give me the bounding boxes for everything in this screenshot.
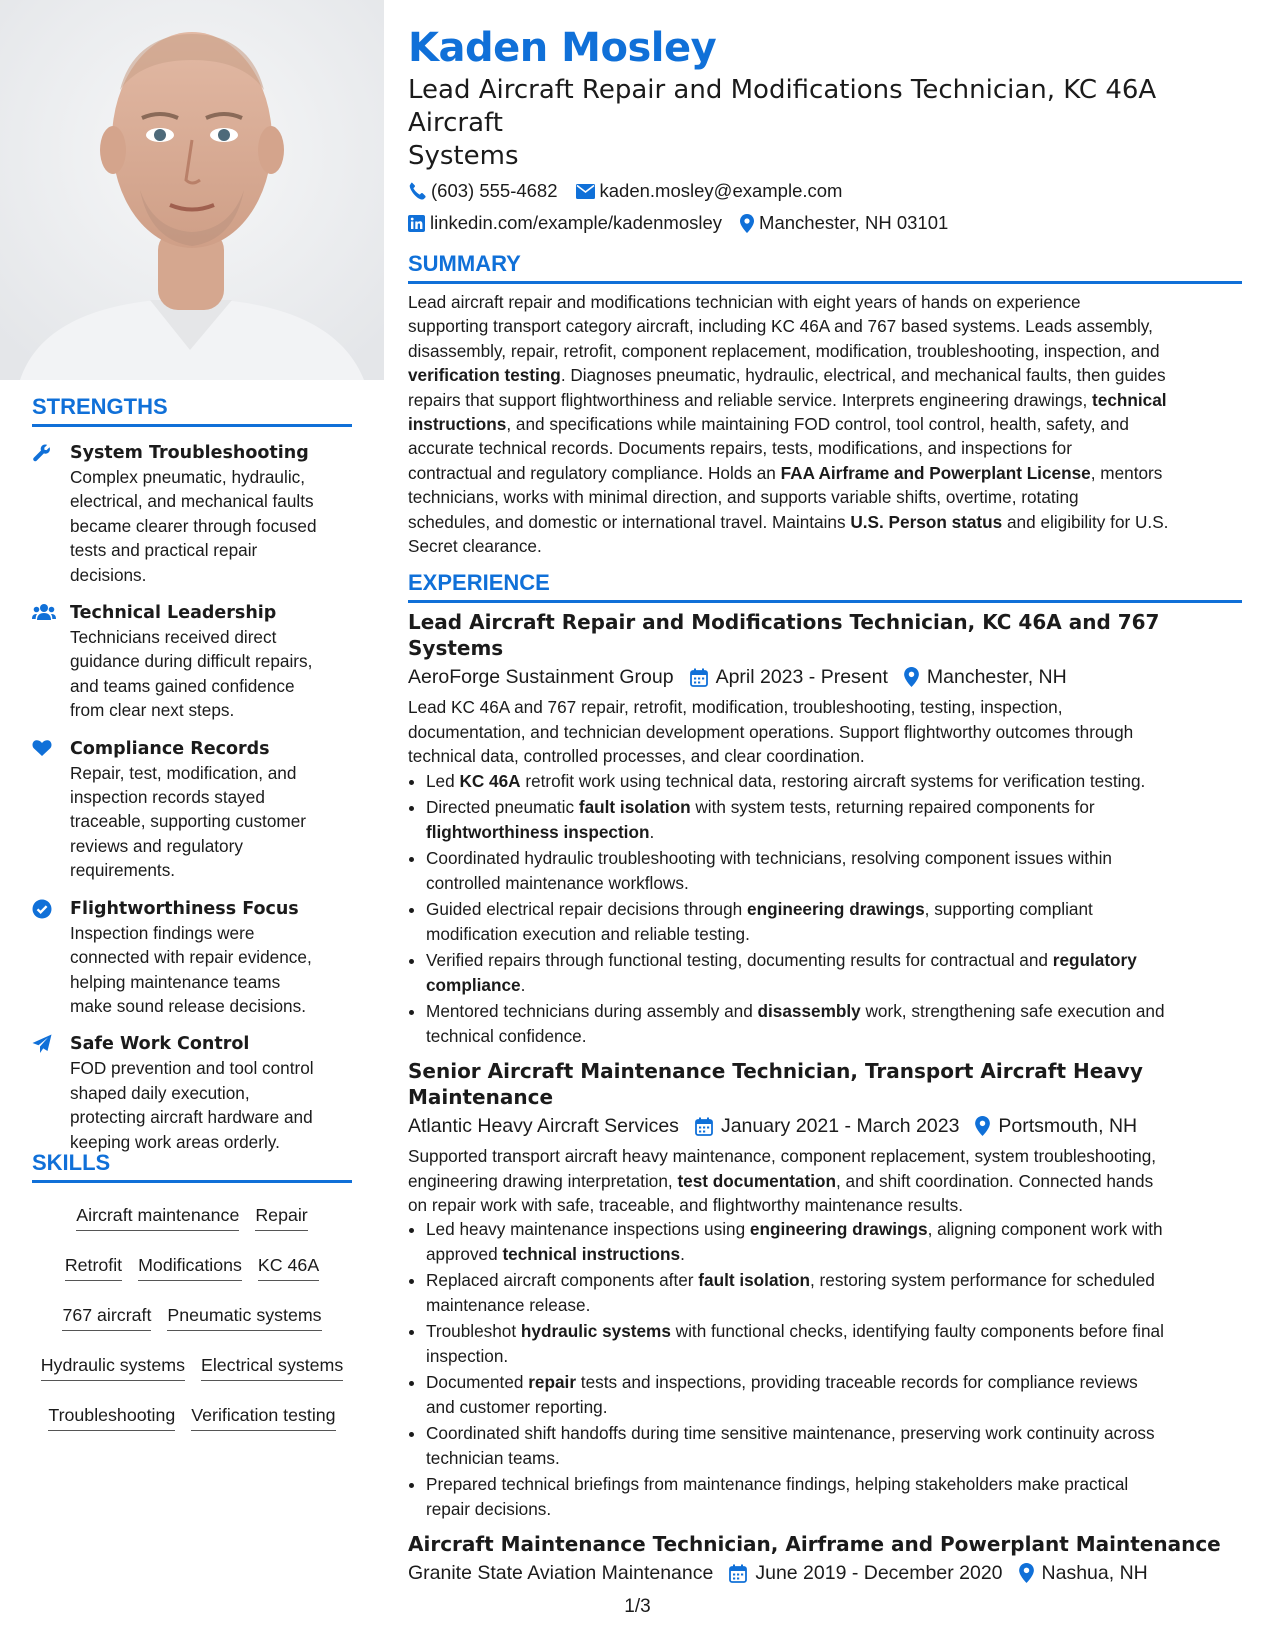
bold-text: test documentation bbox=[677, 1170, 836, 1191]
text-run: contractual and regulatory compliance. Holds an bbox=[408, 462, 781, 483]
phone-contact[interactable] bbox=[408, 175, 558, 207]
linkedin-icon bbox=[408, 215, 425, 232]
text-run: and customer reporting. bbox=[426, 1396, 608, 1417]
skills-divider bbox=[32, 1180, 352, 1183]
text-run: . bbox=[520, 974, 526, 995]
skill-tag: Aircraft maintenance bbox=[76, 1203, 239, 1231]
job-bullets bbox=[408, 769, 1242, 1048]
text-run: Replaced aircraft components after bbox=[426, 1270, 699, 1291]
text-run: Led heavy maintenance inspections using bbox=[426, 1219, 750, 1240]
strength-description: Technicians received direct guidance during difficult repairs, and teams gained confidence from clear next steps. bbox=[70, 627, 313, 721]
main-content bbox=[408, 22, 1242, 1589]
sidebar bbox=[0, 0, 384, 1650]
envelope-icon bbox=[576, 184, 595, 199]
bullet-item bbox=[426, 1421, 1242, 1470]
bullet-item bbox=[426, 897, 1242, 946]
skill-tag: Hydraulic systems bbox=[41, 1353, 185, 1381]
strength-item-troubleshooting bbox=[32, 441, 352, 587]
summary-line bbox=[408, 339, 1242, 363]
page-number: 1/3 bbox=[624, 1596, 651, 1617]
job-location: Manchester, NH bbox=[904, 661, 1067, 693]
summary-section bbox=[408, 249, 1242, 558]
bold-text: verification testing bbox=[408, 365, 561, 386]
skill-tag: Electrical systems bbox=[201, 1353, 343, 1381]
text-run: schedules, and domestic or international travel. Maintains bbox=[408, 511, 851, 532]
text-run: repair decisions. bbox=[426, 1498, 552, 1519]
bold-text: fault isolation bbox=[698, 1270, 810, 1291]
location-text: Manchester, NH 03101 bbox=[759, 212, 949, 233]
bold-text: disassembly bbox=[757, 1001, 861, 1022]
company-name: Atlantic Heavy Aircraft Services bbox=[408, 1115, 679, 1138]
skill-tag: Pneumatic systems bbox=[167, 1303, 321, 1331]
job-title: Senior Aircraft Maintenance Technician, Transport Aircraft Heavy Maintenance bbox=[408, 1059, 1143, 1110]
bold-text: instructions bbox=[408, 414, 507, 435]
wrench-icon bbox=[32, 441, 70, 587]
bold-text: hydraulic systems bbox=[520, 1321, 671, 1342]
headline-title: Lead Aircraft Repair and Modifications Technician, KC 46A Aircraft Systems bbox=[408, 75, 1157, 171]
skill-tag: Repair bbox=[255, 1203, 307, 1231]
job-description bbox=[408, 1144, 1242, 1217]
bullet-item bbox=[426, 846, 1242, 895]
text-run: documentation, and technician development operations. Support flightworthy outcomes through bbox=[408, 721, 1134, 742]
text-run: Coordinated hydraulic troubleshooting with technicians, resolving component issues within bbox=[426, 848, 1112, 869]
bold-text: fault isolation bbox=[578, 797, 691, 818]
location-contact bbox=[740, 207, 948, 239]
text-run: inspection. bbox=[426, 1345, 509, 1366]
text-run: engineering drawing interpretation, bbox=[408, 1170, 678, 1191]
bullet-item bbox=[426, 769, 1242, 793]
text-run: technicians, works with minimal direction, and supports variable shifts, overtime, rotating bbox=[408, 487, 1079, 508]
jobs-list bbox=[408, 609, 1242, 1589]
job-entry bbox=[408, 1531, 1242, 1589]
summary-line bbox=[408, 510, 1242, 534]
check-circle-icon bbox=[32, 897, 70, 1019]
summary-text bbox=[408, 290, 1242, 558]
strength-title: Compliance Records bbox=[70, 738, 270, 759]
skill-tag: 767 aircraft bbox=[62, 1303, 151, 1331]
text-run: Documented bbox=[426, 1372, 529, 1393]
text-run: retrofit work using technical data, restoring aircraft systems for verification testing. bbox=[520, 770, 1146, 791]
job-title: Aircraft Maintenance Technician, Airframe and Powerplant Maintenance bbox=[408, 1532, 1221, 1557]
bullet-item bbox=[426, 1319, 1242, 1368]
text-run: and eligibility for U.S. bbox=[1002, 511, 1169, 532]
strength-description: Repair, test, modification, and inspection records stayed traceable, supporting customer reviews and regulatory requirements. bbox=[70, 762, 306, 881]
strengths-title: STRENGTHS bbox=[32, 394, 168, 419]
bold-text: repair bbox=[528, 1372, 577, 1393]
phone-icon bbox=[408, 182, 426, 200]
map-pin-icon bbox=[1019, 1563, 1034, 1583]
text-run: maintenance release. bbox=[426, 1294, 591, 1315]
job-dates: January 2021 - March 2023 bbox=[695, 1110, 959, 1142]
text-run: , mentors bbox=[1090, 462, 1163, 483]
strengths-section bbox=[32, 392, 352, 1154]
strength-item-safe-work bbox=[32, 1032, 352, 1154]
bullet-item bbox=[426, 1472, 1242, 1521]
text-run: controlled maintenance workflows. bbox=[426, 872, 689, 893]
bold-text: engineering drawings bbox=[749, 1219, 928, 1240]
summary-line bbox=[408, 388, 1242, 412]
text-run: Verified repairs through functional testing, documenting results for contractual and bbox=[426, 950, 1053, 971]
text-run: with system tests, returning repaired components for bbox=[690, 797, 1095, 818]
text-run: Secret clearance. bbox=[408, 536, 542, 557]
company-name: Granite State Aviation Maintenance bbox=[408, 1562, 714, 1585]
job-title: Lead Aircraft Repair and Modifications Technician, KC 46A and 767 Systems bbox=[408, 610, 1160, 661]
text-run: accurate technical records. Documents repairs, tests, modifications, and inspections for bbox=[408, 438, 1072, 459]
text-run: Lead aircraft repair and modifications technician with eight years of hands on experience bbox=[408, 292, 1081, 312]
paper-plane-icon bbox=[32, 1032, 70, 1154]
text-run: Directed pneumatic bbox=[426, 797, 579, 818]
bold-text: compliance bbox=[426, 974, 521, 995]
experience-section bbox=[408, 568, 1242, 1589]
text-run: Troubleshot bbox=[426, 1321, 521, 1342]
bullet-item bbox=[426, 1217, 1242, 1266]
profile-photo bbox=[0, 0, 384, 380]
bold-text: U.S. Person status bbox=[850, 511, 1003, 532]
map-pin-icon bbox=[975, 1116, 990, 1136]
summary-line bbox=[408, 534, 1242, 558]
calendar-icon bbox=[690, 668, 708, 687]
summary-line bbox=[408, 412, 1242, 436]
text-run: Guided electrical repair decisions through bbox=[426, 899, 748, 920]
summary-line bbox=[408, 363, 1242, 387]
contact-row bbox=[408, 175, 1242, 207]
skill-tag: Retrofit bbox=[65, 1253, 122, 1281]
text-run: , and shift coordination. Connected hands bbox=[835, 1170, 1154, 1191]
bold-text: engineering drawings bbox=[747, 899, 925, 920]
text-run: Mentored technicians during assembly and bbox=[426, 1001, 758, 1022]
text-run: on repair work with safe, traceable, and flightworthy maintenance results. bbox=[408, 1194, 964, 1215]
bullet-item bbox=[426, 1268, 1242, 1317]
job-meta bbox=[408, 661, 1242, 693]
bullet-item bbox=[426, 999, 1242, 1048]
summary-divider bbox=[408, 281, 1242, 284]
company-name: AeroForge Sustainment Group bbox=[408, 666, 674, 689]
email-contact[interactable] bbox=[576, 175, 843, 207]
job-dates: April 2023 - Present bbox=[690, 661, 888, 693]
linkedin-text: linkedin.com/example/kadenmosley bbox=[430, 212, 723, 233]
strength-item-flightworthiness bbox=[32, 897, 352, 1019]
text-run: work, strengthening safe execution and bbox=[860, 1001, 1165, 1022]
strength-description: Complex pneumatic, hydraulic, electrical, and mechanical faults became clearer through focused tests and practical repair decisions. bbox=[70, 467, 317, 585]
strength-item-leadership bbox=[32, 601, 352, 723]
job-entry bbox=[408, 609, 1242, 1048]
linkedin-contact[interactable] bbox=[408, 207, 722, 239]
strength-item-compliance bbox=[32, 737, 352, 883]
skills-title: SKILLS bbox=[32, 1150, 111, 1175]
experience-divider bbox=[408, 600, 1242, 603]
job-dates: June 2019 - December 2020 bbox=[729, 1557, 1002, 1589]
summary-line bbox=[408, 314, 1242, 338]
text-run: . Diagnoses pneumatic, hydraulic, electrical, and mechanical faults, then guides bbox=[560, 365, 1166, 386]
users-icon bbox=[32, 601, 70, 723]
bold-text: regulatory bbox=[1052, 950, 1137, 971]
job-description bbox=[408, 695, 1242, 768]
text-run: approved bbox=[426, 1243, 503, 1264]
email-text: kaden.mosley@example.com bbox=[599, 180, 843, 201]
text-run: technical confidence. bbox=[426, 1025, 587, 1046]
text-run: . bbox=[649, 821, 655, 842]
summary-line bbox=[408, 436, 1242, 460]
skill-tag: Modifications bbox=[138, 1253, 242, 1281]
text-run: technician teams. bbox=[426, 1447, 560, 1468]
text-run: repairs that support flightworthiness and reliable service. Interprets engineering drawings, bbox=[408, 389, 1093, 410]
candidate-name: Kaden Mosley bbox=[408, 25, 717, 71]
text-run: technical data, controlled processes, and clear coordination. bbox=[408, 746, 865, 767]
phone-text: (603) 555-4682 bbox=[431, 180, 558, 201]
bold-text: flightworthiness inspection bbox=[426, 821, 650, 842]
strength-description: FOD prevention and tool control shaped daily execution, protecting aircraft hardware and keeping work areas orderly. bbox=[70, 1058, 314, 1152]
bold-text: FAA Airframe and Powerplant License bbox=[780, 462, 1091, 483]
job-bullets bbox=[408, 1217, 1242, 1521]
calendar-icon bbox=[695, 1117, 713, 1136]
strengths-divider bbox=[32, 424, 352, 427]
bold-text: technical instructions bbox=[502, 1243, 681, 1264]
text-run: modification execution and reliable testing. bbox=[426, 923, 750, 944]
skills-section bbox=[32, 1148, 352, 1441]
skill-tag: Verification testing bbox=[191, 1403, 335, 1431]
heart-icon bbox=[32, 737, 70, 883]
bold-text: KC 46A bbox=[459, 770, 521, 791]
text-run: tests and inspections, providing traceable records for compliance reviews bbox=[576, 1372, 1138, 1393]
text-run: , and specifications while maintaining FOD control, tool control, health, safety, and bbox=[506, 414, 1129, 435]
job-location: Nashua, NH bbox=[1019, 1557, 1148, 1589]
strength-title: System Troubleshooting bbox=[70, 443, 309, 463]
skill-tag: KC 46A bbox=[258, 1253, 319, 1281]
job-meta bbox=[408, 1557, 1242, 1589]
text-run: . bbox=[680, 1243, 685, 1264]
strength-description: Inspection findings were connected with repair evidence, helping maintenance teams make sound release decisions. bbox=[70, 922, 312, 1016]
skill-tag: Troubleshooting bbox=[48, 1403, 175, 1431]
summary-title: SUMMARY bbox=[408, 251, 521, 276]
text-run: Prepared technical briefings from maintenance findings, helping stakeholders make practical bbox=[426, 1474, 1129, 1495]
text-run: supporting transport category aircraft, including KC 46A and 767 based systems. Leads assembly, bbox=[408, 316, 1153, 337]
summary-line bbox=[408, 461, 1242, 485]
text-run: disassembly, repair, retrofit, component replacement, modification, troubleshooting, inspection, and bbox=[408, 340, 1160, 361]
text-run: , restoring system performance for scheduled bbox=[810, 1270, 1155, 1291]
text-run: Coordinated shift handoffs during time sensitive maintenance, preserving work continuity across bbox=[426, 1423, 1155, 1444]
bullet-item bbox=[426, 1370, 1242, 1419]
bullet-item bbox=[426, 948, 1242, 997]
job-meta bbox=[408, 1110, 1242, 1142]
strength-title: Flightworthiness Focus bbox=[70, 898, 299, 919]
job-entry bbox=[408, 1058, 1242, 1521]
strength-title: Safe Work Control bbox=[70, 1034, 250, 1055]
calendar-icon bbox=[729, 1564, 747, 1583]
text-run: , supporting compliant bbox=[924, 899, 1093, 920]
bold-text: technical bbox=[1092, 389, 1167, 410]
text-run: Supported transport aircraft heavy maintenance, component replacement, system troubleshooting, bbox=[408, 1146, 1157, 1167]
skills-list bbox=[32, 1191, 352, 1441]
bullet-item bbox=[426, 795, 1242, 844]
map-pin-icon bbox=[904, 667, 919, 687]
experience-title: EXPERIENCE bbox=[408, 570, 550, 596]
strength-title: Technical Leadership bbox=[70, 603, 277, 624]
text-run: Led bbox=[426, 770, 460, 791]
job-location: Portsmouth, NH bbox=[975, 1110, 1137, 1142]
text-run: , aligning component work with bbox=[927, 1219, 1163, 1240]
map-pin-icon bbox=[740, 214, 754, 233]
text-run: with functional checks, identifying faulty components before final bbox=[670, 1321, 1164, 1342]
summary-line bbox=[408, 485, 1242, 509]
summary-line bbox=[408, 290, 1242, 314]
text-run: Lead KC 46A and 767 repair, retrofit, modification, troubleshooting, testing, inspection, bbox=[408, 697, 1063, 718]
contact-row-2 bbox=[408, 207, 1242, 239]
